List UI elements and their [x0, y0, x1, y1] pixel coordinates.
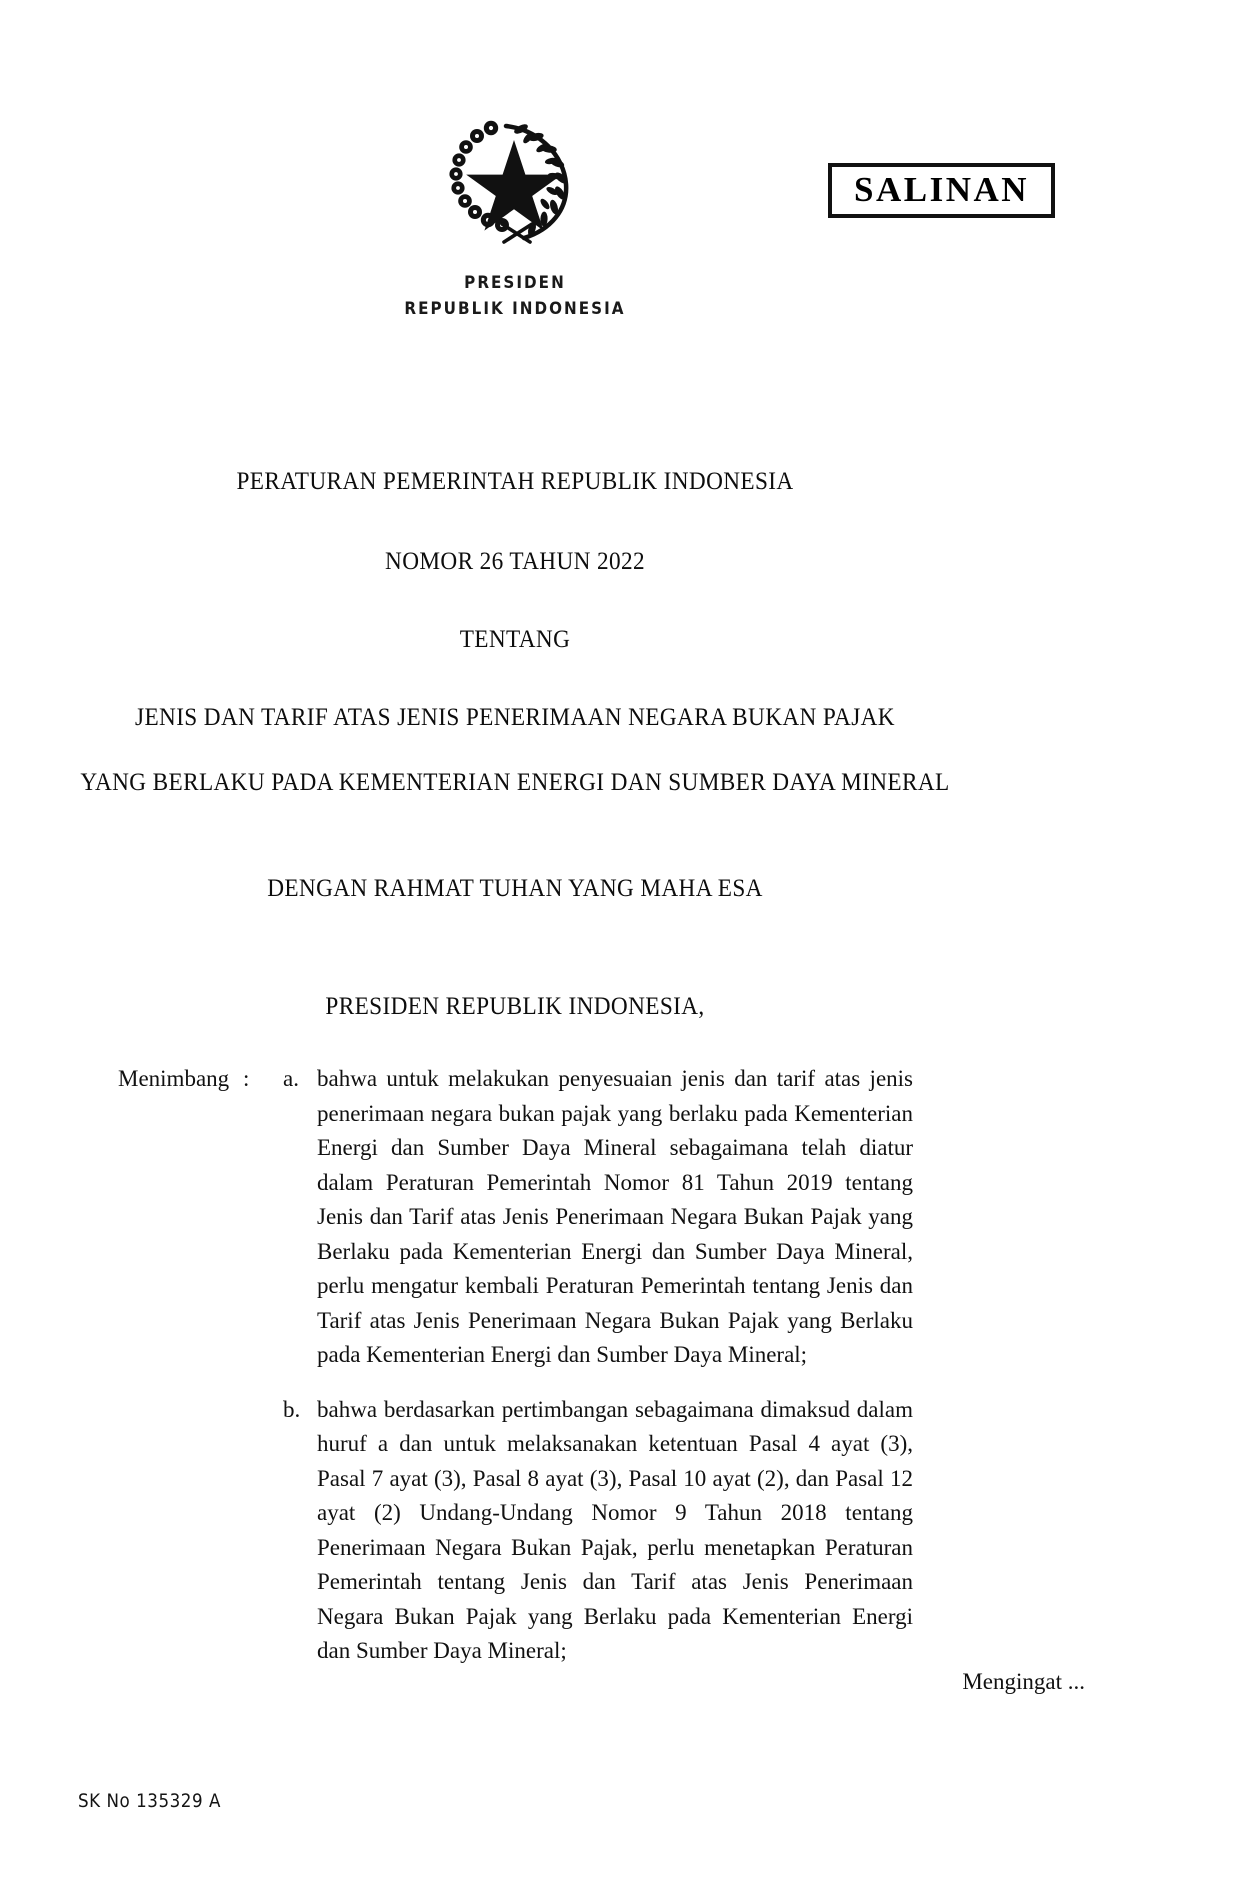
document-header — [0, 100, 1234, 340]
letterhead-line-republic: REPUBLIK INDONESIA — [404, 299, 626, 318]
letterhead-caption — [41, 270, 989, 322]
salinan-stamp — [828, 163, 1055, 218]
salinan-stamp-label: SALINAN — [854, 170, 1030, 209]
considering-label: Menimbang — [118, 1066, 230, 1091]
considering-clause-list — [283, 1062, 913, 1669]
clause-item — [283, 1393, 913, 1669]
clause-text: bahwa untuk melakukan penyesuaian jenis dan tarif atas jenis penerimaan negara bukan pajak yang berlaku pada Kementerian Energi dan Sumber Daya Mineral sebagaimana telah diatur dalam Peraturan Pemerintah Nomor 81 Tahun 2019 tentang Jenis dan Tarif atas Jenis Penerimaan Negara Bukan Pajak yang Berlaku pada Kementerian Energi dan Sumber Daya Mineral, perlu mengatur kembali Peraturan Pemerintah tentang Jenis dan Tarif atas Jenis Penerimaan Negara Bukan Pajak yang Berlaku pada Kementerian Energi dan Sumber Daya Mineral; — [317, 1066, 913, 1367]
clause-item — [283, 1062, 913, 1373]
considering-colon: : — [243, 1066, 250, 1091]
document-title-block — [0, 468, 1030, 1021]
clause-marker: a. — [283, 1066, 299, 1091]
sk-footer-code: SK No 135329 A — [78, 1790, 221, 1812]
issuer-line: PRESIDEN REPUBLIK INDONESIA, — [325, 993, 705, 1020]
blessing-line: DENGAN RAHMAT TUHAN YANG MAHA ESA — [267, 875, 763, 902]
subject-line-2: YANG BERLAKU PADA KEMENTERIAN ENERGI DAN SUMBER DAYA MINERAL — [80, 769, 950, 796]
regulation-number-line: NOMOR 26 TAHUN 2022 — [385, 548, 645, 575]
subject-line-1: JENIS DAN TARIF ATAS JENIS PENERIMAAN NEGARA BUKAN PAJAK — [135, 704, 895, 731]
clause-text: bahwa berdasarkan pertimbangan sebagaimana dimaksud dalam huruf a dan untuk melaksanakan ketentuan Pasal 4 ayat (3), Pasal 7 ayat (3), Pasal 8 ayat (3), Pasal 10 ayat (2), dan Pasal 12 ayat (2) Undang-Undang Nomor 9 Tahun 2018 tentang Penerimaan Negara Bukan Pajak, perlu menetapkan Peraturan Pemerintah tentang Jenis dan Tarif atas Jenis Penerimaan Negara Bukan Pajak yang Berlaku pada Kementerian Energi dan Sumber Daya Mineral; — [317, 1396, 913, 1663]
tentang-label: TENTANG — [459, 626, 571, 653]
continuation-note: Mengingat ... — [962, 1669, 1085, 1694]
clause-marker: b. — [283, 1396, 301, 1422]
regulation-type-line: PERATURAN PEMERINTAH REPUBLIK INDONESIA — [236, 468, 794, 495]
garuda-star-wreath-emblem — [444, 112, 584, 257]
letterhead-line-president: PRESIDEN — [464, 273, 566, 292]
